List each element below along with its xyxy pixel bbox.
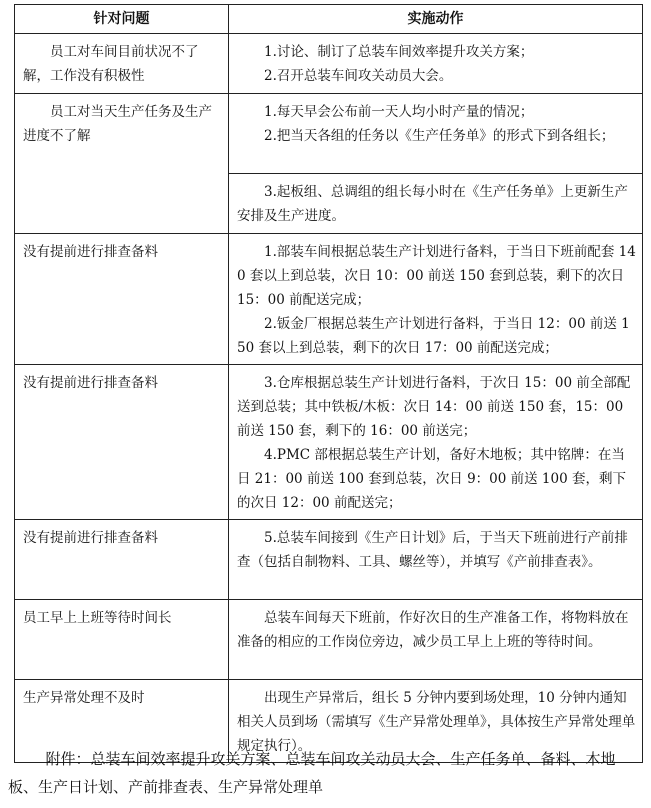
issue-cell bbox=[15, 600, 229, 680]
issue-text: 生产异常处理不及时 bbox=[23, 690, 145, 706]
action-text: 总装车间每天下班前，作好次日的生产准备工作，将物料放在准备的相应的工作岗位旁边，减少员工早上上班的等待时间。 bbox=[237, 610, 629, 650]
action-cell bbox=[229, 234, 643, 365]
measures-table bbox=[14, 4, 643, 763]
issue-text: 员工早上上班等待时间长 bbox=[23, 610, 172, 626]
action-text: 1.每天早会公布前一天人均小时产量的情况； bbox=[264, 104, 534, 120]
action-text: 2.钣金厂根据总装生产计划进行备料，于当日 12：00 前送 150 套以上到总装，剩下的次日 17：00 前配送完成； bbox=[237, 316, 630, 356]
issue-text: 没有提前进行排查备料 bbox=[23, 244, 158, 260]
table-row bbox=[15, 520, 643, 600]
action-text: 1.讨论、制订了总装车间效率提升攻关方案； bbox=[264, 44, 534, 60]
issue-text: 没有提前进行排查备料 bbox=[23, 375, 158, 391]
issue-text: 没有提前进行排查备料 bbox=[23, 530, 158, 546]
action-text: 3.仓库根据总装生产计划进行备料，于次日 15：00 前全部配送到总装；其中铁板/木板：次日 14：00 前送 150 套，15：00 前送 150 套，剩下的 16：00 前送完； bbox=[237, 375, 631, 439]
action-text: 2.把当天各组的任务以《生产任务单》的形式下到各组长； bbox=[264, 128, 615, 144]
action-cell bbox=[229, 34, 643, 94]
action-text: 4.PMC 部根据总装生产计划，备好木地板；其中铭牌：在当日 21：00 前送 100 套到总装，次日 9：00 前送 100 套，剩下的次日 12：00 前配送完； bbox=[237, 447, 626, 511]
header-issue: 针对问题 bbox=[15, 5, 229, 34]
action-text: 5.总装车间接到《生产日计划》后，于当天下班前进行产前排查（包括自制物料、工具、螺丝等），并填写《产前排查表》。 bbox=[237, 530, 628, 570]
action-cell bbox=[229, 94, 643, 174]
action-cell bbox=[229, 520, 643, 600]
action-text: 出现生产异常后，组长 5 分钟内要到场处理，10 分钟内通知相关人员到场（需填写《生产异常处理单》，具体按生产异常处理单规定执行）。 bbox=[237, 690, 636, 754]
header-action: 实施动作 bbox=[229, 5, 643, 34]
action-cell bbox=[229, 600, 643, 680]
issue-cell bbox=[15, 94, 229, 234]
table-row bbox=[15, 34, 643, 94]
issue-text: 员工对当天生产任务及生产进度不了解 bbox=[23, 104, 212, 144]
table-row bbox=[15, 365, 643, 520]
issue-text: 员工对车间目前状况不了解，工作没有积极性 bbox=[23, 44, 199, 84]
table-row bbox=[15, 94, 643, 174]
action-text: 3.起板组、总调组的组长每小时在《生产任务单》上更新生产安排及生产进度。 bbox=[237, 184, 628, 224]
action-text: 2.召开总装车间攻关动员大会。 bbox=[264, 68, 453, 84]
issue-cell bbox=[15, 34, 229, 94]
issue-cell bbox=[15, 234, 229, 365]
action-text: 1.部装车间根据总装生产计划进行备料，于当日下班前配套 140 套以上到总装，次日 10：00 前送 150 套到总装，剩下的次日 15：00 前配送完成； bbox=[237, 244, 636, 308]
table-header-row bbox=[15, 5, 643, 34]
attachments-note: 附件：总装车间效率提升攻关方案、总装车间攻关动员大会、生产任务单、备料、木地板、生产日计划、产前排查表、生产异常处理单 bbox=[8, 750, 616, 796]
table-row bbox=[15, 600, 643, 680]
action-cell bbox=[229, 174, 643, 234]
issue-cell bbox=[15, 520, 229, 600]
issue-cell bbox=[15, 365, 229, 520]
action-cell bbox=[229, 365, 643, 520]
table-row bbox=[15, 234, 643, 365]
